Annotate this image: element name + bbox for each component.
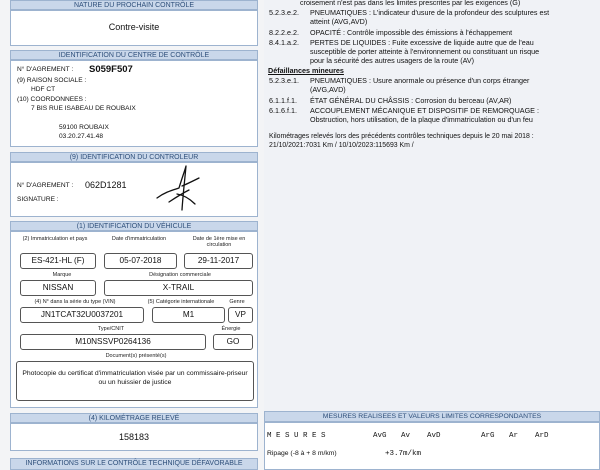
cap-type: Type/CNIT [97, 326, 125, 332]
next-inspection-header: NATURE DU PROCHAIN CONTRÔLE [10, 0, 258, 10]
address-line: 7 BIS RUE ISABEAU DE ROUBAIX [31, 105, 136, 112]
cap-designation: Désignation commerciale [149, 272, 211, 278]
date-first-cell: 29-11-2017 [184, 253, 253, 269]
minor-code-0: 5.2.3.e.1. [269, 76, 299, 85]
coords-label: (10) COORDONNEES : [17, 96, 87, 103]
defect-line-6: pour la sécurité des autres usagers de la route (AV) [310, 56, 475, 65]
cap-date-first: Date de 1ère mise en circulation [192, 236, 246, 248]
documents-cell: Photocopie du certificat d'immatriculation visée par un commissaire-priseur ou un huissier de justice [16, 361, 254, 401]
measures-col-avd: AvD [427, 432, 441, 440]
minor-line-2: ÉTAT GÉNÉRAL DU CHÂSSIS : Corrosion du berceau (AV,AR) [310, 96, 512, 105]
city-line: 59100 ROUBAIX [59, 124, 109, 131]
controller-signature [149, 164, 209, 214]
cap-documents: Document(s) présenté(s) [105, 353, 167, 359]
categorie-cell: M1 [152, 307, 225, 323]
vehicle-box [10, 231, 258, 408]
cap-date-immat: Date d'immatriculation [111, 236, 167, 242]
ripage-label: Ripage (-8 à + 8 m/km) [267, 450, 337, 457]
controller-header: (9) IDENTIFICATION DU CONTROLEUR [10, 152, 258, 162]
minor-line-4: Obstruction, hors utilisation, de la plaque d'immatriculation ou d'un feu [310, 115, 533, 124]
energie-cell: GO [213, 334, 253, 350]
designation-cell: X-TRAIL [104, 280, 253, 296]
raison-value: HDF CT [31, 86, 56, 93]
measures-col-av: Av [401, 432, 411, 440]
measures-col-arg: ArG [481, 432, 495, 440]
minor-line-3: ACCOUPLEMENT MÉCANIQUE ET DISPOSITIF DE REMORQUAGE : [310, 106, 539, 115]
vehicle-header: (1) IDENTIFICATION DU VÉHICULE [10, 221, 258, 231]
phone-line: 03.20.27.41.48 [59, 133, 103, 140]
minor-line-1: (AVG,AVD) [310, 85, 346, 94]
right-column [264, 0, 600, 470]
controller-agrement-label: N° D'AGREMENT : [17, 182, 74, 189]
next-inspection-value: Contre-visite [108, 22, 160, 32]
defect-code-3: 8.2.2.e.2. [269, 28, 299, 37]
controller-box [10, 162, 258, 217]
cap-immat: (2) Immatriculation et pays [22, 236, 88, 242]
next-inspection-box [10, 10, 258, 46]
marque-cell: NISSAN [20, 280, 96, 296]
raison-label: (9) RAISON SOCIALE : [17, 77, 87, 84]
center-header: IDENTIFICATION DU CENTRE DE CONTRÔLE [10, 50, 258, 60]
immat-cell: ES-421-HL (F) [20, 253, 96, 269]
defect-line-2: atteint (AVG,AVD) [310, 17, 368, 26]
defect-code-1: 5.2.3.e.2. [269, 8, 299, 17]
left-column [10, 0, 262, 470]
km-history-line-1: Kilométrages relevés lors des précédents contrôles techniques depuis le 20 mai 2018 : [269, 133, 534, 140]
minor-code-3: 6.1.6.f.1. [269, 106, 297, 115]
cap-marque: Marque [52, 272, 72, 278]
signature-label: SIGNATURE : [17, 196, 59, 203]
minor-defects-title: Défaillances mineures [268, 66, 344, 75]
km-value-prefix: 158 [118, 432, 134, 442]
defect-line-4: PERTES DE LIQUIDES : Fuite excessive de liquide autre que de l'eau [310, 38, 534, 47]
minor-line-0: PNEUMATIQUES : Usure anormale ou présence d'un corps étranger [310, 76, 530, 85]
type-cell: M10NSSVP0264136 [20, 334, 206, 350]
defect-line-3: OPACITÉ : Contrôle impossible des émissions à l'échappement [310, 28, 513, 37]
measures-header: MESURES REALISEES ET VALEURS LIMITES CORRESPONDANTES [264, 411, 600, 422]
km-value [11, 432, 257, 442]
km-header: (4) KILOMÉTRAGE RELEVÉ [10, 413, 258, 423]
cap-vin: (4) N° dans la série du type (VIN) [34, 299, 116, 305]
controller-agrement-value: 062D1281 [85, 180, 127, 190]
center-agrement-label: N° D'AGREMENT : [17, 66, 74, 73]
measures-col-ar: Ar [509, 432, 519, 440]
km-box [10, 423, 258, 451]
date-immat-cell: 05-07-2018 [104, 253, 177, 269]
center-box [10, 60, 258, 147]
defect-line-0: croisement n'est pas dans les limites prescrites par les exigences (G) [300, 0, 521, 7]
center-agrement-value: S059F507 [89, 64, 133, 75]
measures-title: M E S U R E S [267, 432, 326, 440]
measures-box [264, 422, 600, 470]
km-value-suffix: 183 [134, 432, 150, 442]
defect-line-5: susceptible de porter atteinte à l'environnement ou constituant un risque [310, 47, 540, 56]
unfavorable-info-header: INFORMATIONS SUR LE CONTRÔLE TECHNIQUE DÉFAVORABLE [10, 458, 258, 470]
cap-genre: Genre [229, 299, 245, 305]
genre-cell: VP [228, 307, 253, 323]
vin-cell: JN1TCAT32U0037201 [20, 307, 144, 323]
minor-code-2: 6.1.1.f.1. [269, 96, 297, 105]
cap-categorie: (5) Catégorie internationale [147, 299, 215, 305]
measures-col-avg: AvG [373, 432, 387, 440]
defect-line-1: PNEUMATIQUES : L'indicateur d'usure de la profondeur des sculptures est [310, 8, 550, 17]
defect-code-4: 8.4.1.a.2. [269, 38, 299, 47]
measures-col-ard: ArD [535, 432, 549, 440]
cap-energie: Énergie [221, 326, 241, 332]
ripage-value: +3.7m/km [385, 450, 422, 458]
km-history-line-2: 21/10/2021:7031 Km / 10/10/2023:115693 Km / [269, 142, 414, 149]
